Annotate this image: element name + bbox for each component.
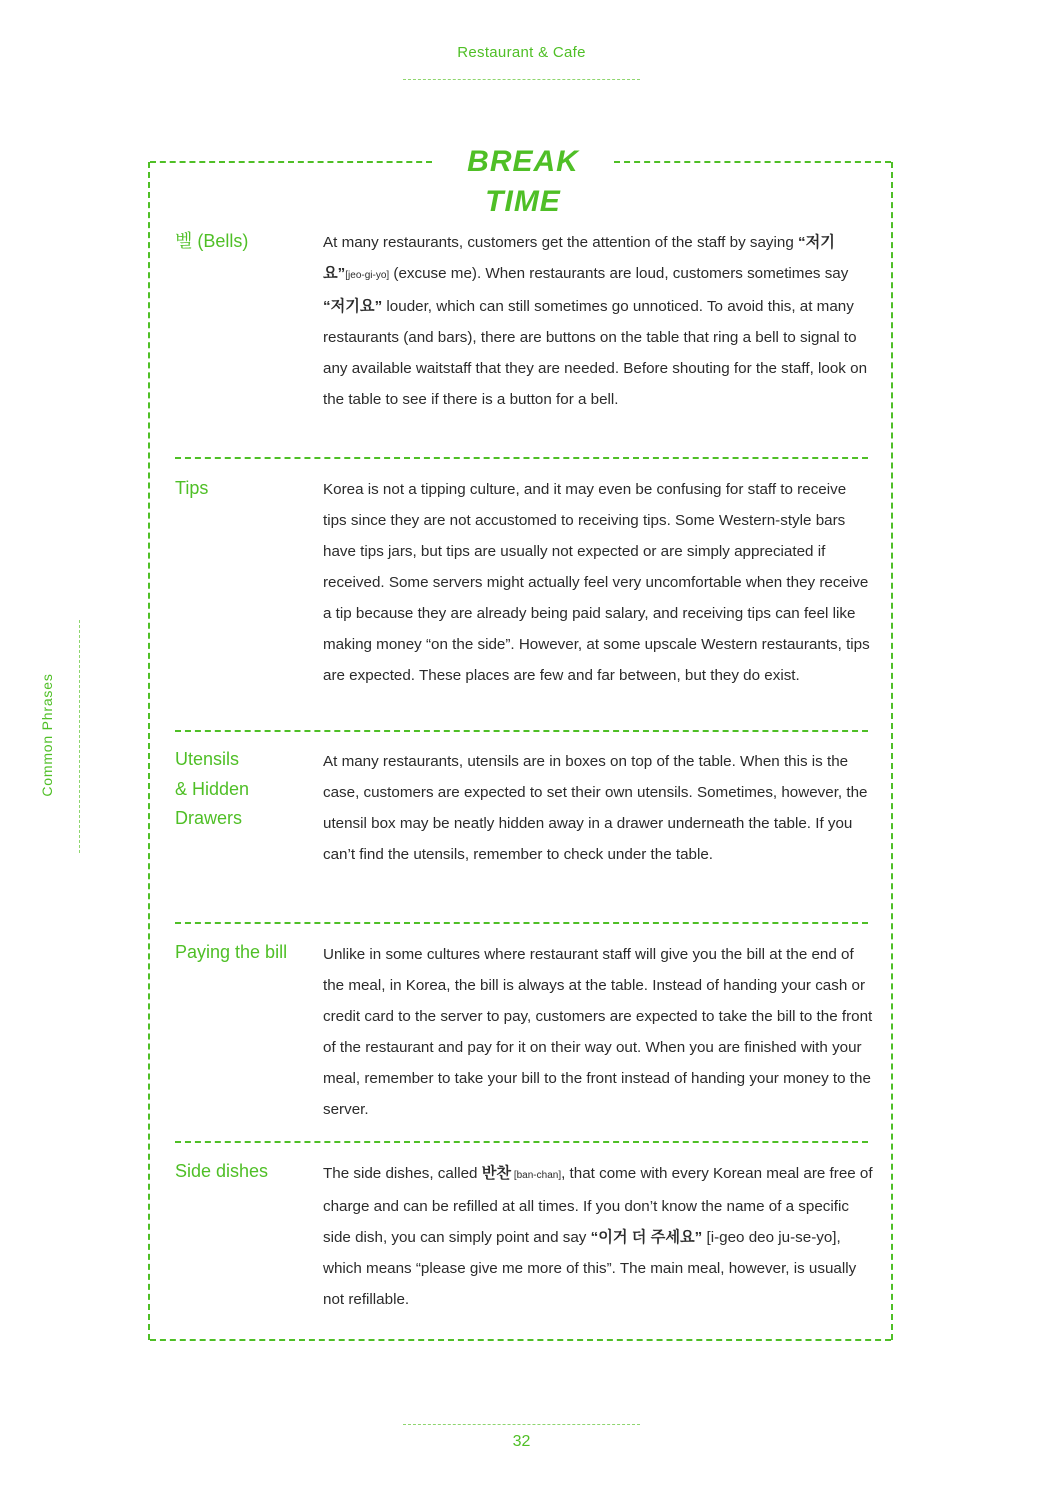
entry-desc-paying-bill: Unlike in some cultures where restaurant staff will give you the bill at the end of the meal, in Korea, the bill is always at the table. Instead of handing your cash or credit card to the server to pay, customers are expected to take the bill to the front of the restaurant and pay for it on their way out. When you are finished with your meal, remember to take your bill to the front instead of handing your money to the server. [323, 946, 873, 1118]
entry-term-bells: 벨 (Bells) [175, 231, 249, 251]
term-line: & Hidden [175, 778, 250, 799]
text-run: (excuse me). When restaurants are loud, customers sometimes say [389, 265, 849, 282]
entry-term-tips: Tips [175, 478, 209, 498]
box-border-right [891, 162, 893, 1340]
side-divider [79, 620, 80, 853]
korean-phrase: 반찬 [481, 1165, 512, 1182]
romanization: [jeo-gi-yo] [345, 270, 390, 281]
text-run: louder, which can still sometimes go unnoticed. To avoid this, at many restaurants (and bars), there are buttons on the table that ring a bell to signal to any available waitstaff that they are needed. Before shouting for the staff, look on the table to see if there is a button for a bell. [323, 298, 868, 408]
text-run: [i-geo deo ju-se-yo], which means “please give me more of this”. The main meal, however, is usually not refillable. [323, 1229, 857, 1308]
term-line: Utensils [175, 749, 240, 769]
box-border-bottom [150, 1339, 891, 1341]
entry-divider [175, 457, 868, 459]
footer-divider [403, 1424, 640, 1425]
box-title: BREAK TIME [467, 145, 579, 218]
running-header: Restaurant & Cafe [457, 44, 586, 61]
entry-term-side-dishes: Side dishes [175, 1161, 269, 1181]
entry-term-paying-bill: Paying the bill [175, 942, 288, 962]
term-line: Drawers [175, 808, 243, 828]
text-run: , that come with every Korean meal are free of charge and can be refilled at all times. If you don’t know the name of a specific side dish, you can simply point and say [323, 1165, 873, 1246]
page-number: 32 [512, 1433, 531, 1450]
entry-desc-utensils: At many restaurants, utensils are in boxes on top of the table. When this is the case, customers are expected to set their own utensils. Sometimes, however, the utensil box may be neatly hidden away in a drawer underneath the table. If you can’t find the utensils, remember to check under the table. [323, 753, 868, 863]
box-border-left [148, 162, 150, 1340]
text-run: At many restaurants, customers get the attention of the staff by saying [323, 234, 799, 251]
box-border-top-right [614, 161, 891, 163]
korean-phrase: “이거 더 주세요” [590, 1229, 703, 1246]
entry-desc-bells [323, 227, 873, 415]
entry-term-utensils [175, 745, 315, 834]
korean-phrase: “저기요” [323, 234, 835, 282]
box-border-top-left [150, 161, 432, 163]
text-run: The side dishes, called [323, 1165, 482, 1182]
entry-desc-tips: Korea is not a tipping culture, and it may even be confusing for staff to receive tips since they are not accustomed to receiving tips. Some Western-style bars have tips jars, but tips are usually not expected or are simply appreciated if received. Some servers might actually feel very uncomfortable when they receive a tip because they are already being paid salary, and receiving tips can feel like making money “on the side”. However, at some upscale Western restaurants, tips are expected. These places are few and far between, but they do exist. [323, 481, 870, 684]
entry-desc-side-dishes [323, 1158, 873, 1315]
header-divider [403, 79, 640, 80]
entry-divider [175, 730, 868, 732]
romanization: [ban-chan] [511, 1170, 562, 1181]
entry-divider [175, 1141, 868, 1143]
entry-divider [175, 922, 868, 924]
korean-phrase: “저기요” [323, 298, 383, 315]
side-label-text: Common Phrases [39, 673, 55, 797]
